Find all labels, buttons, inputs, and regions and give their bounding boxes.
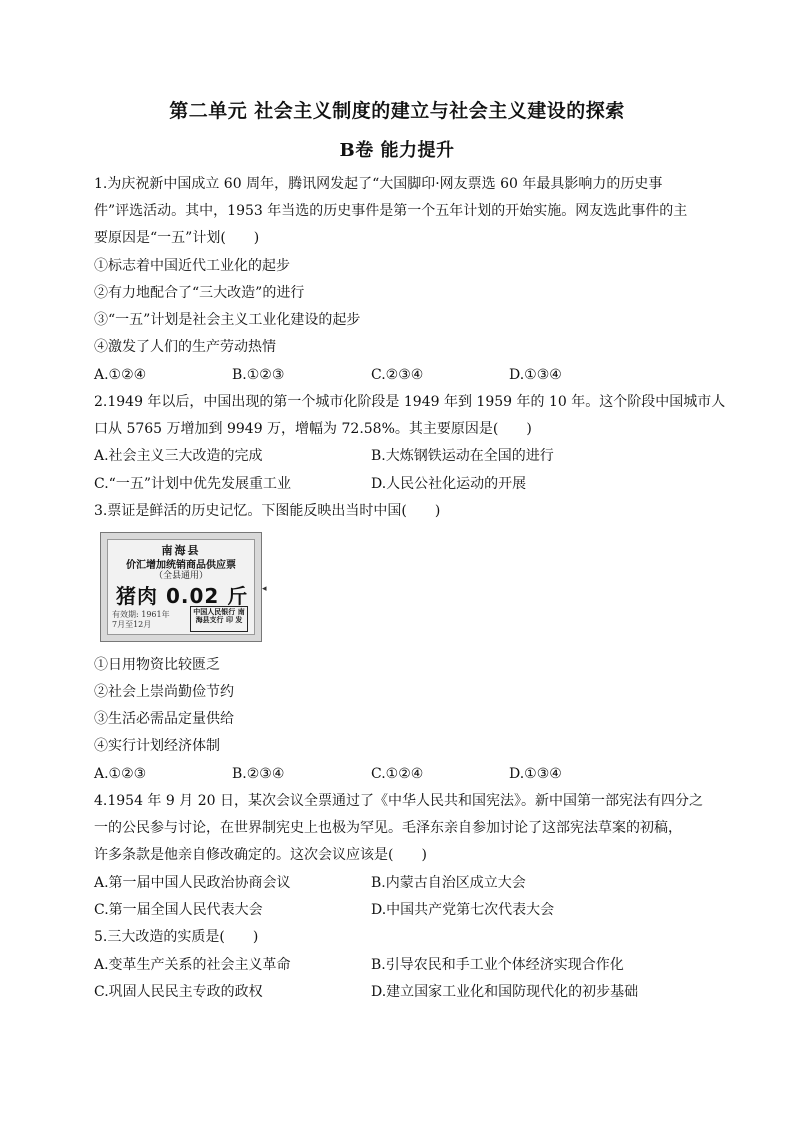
q5-stem-line: 5.三大改造的实质是( ) [94,929,259,945]
q2-stem-line: 2.1949 年以后，中国出现的第一个城市化阶段是 1949 年到 1959 年的 10 年。这个阶段中国城市人 [94,394,726,410]
ticket-stamp: 中国人民银行 南海县支行 印 发 [190,606,248,632]
q4-stem-line: 4.1954 年 9 月 20 日，某次会议全票通过了《中华人民共和国宪法》。新中国第一部宪法有四分之 [94,793,703,809]
q1-stem-line: 要原因是“一五”计划( ) [94,230,260,246]
q1-option-d: D.①③④ [509,367,562,383]
q3-statement: ④实行计划经济体制 [94,738,220,754]
q1-stem-line: 1.为庆祝新中国成立 60 周年，腾讯网发起了“大国脚印·网友票选 60 年最具影响力的历史事 [94,176,663,192]
ticket-heading: 价汇增加统销商品供应票 [126,560,236,571]
q4-option-b: B.内蒙古自治区成立大会 [371,875,526,891]
q1-statement: ④激发了人们的生产劳动热情 [94,339,276,355]
q3-statement: ②社会上崇尚勤俭节约 [94,684,234,700]
q5-option-a: A.变革生产关系的社会主义革命 [94,957,291,973]
q5-option-b: B.引导农民和手工业个体经济实现合作化 [371,957,624,973]
ration-ticket-image [100,532,262,642]
q1-statement: ②有力地配合了“三大改造”的进行 [94,285,305,301]
q1-option-a: A.①②④ [94,367,147,383]
q4-option-c: C.第一届全国人民代表大会 [94,902,263,918]
q2-option-c: C.“一五”计划中优先发展重工业 [94,476,291,492]
q3-statement: ③生活必需品定量供给 [94,711,234,727]
q2-option-b: B.大炼钢铁运动在全国的进行 [371,448,554,464]
q3-option-b: B.②③④ [232,766,285,782]
ticket-item: 猪肉 0.02 斤 [116,584,249,608]
unit-title: 第二单元 社会主义制度的建立与社会主义建设的探索 [169,100,625,122]
q5-option-d: D.建立国家工业化和国防现代化的初步基础 [371,984,639,1000]
q2-option-d: D.人民公社化运动的开展 [371,476,527,492]
ticket-edge-mark-icon: ◂ [262,584,267,594]
q2-stem-line: 口从 5765 万增加到 9949 万，增幅为 72.58%。其主要原因是( ) [94,421,532,437]
q5-option-c: C.巩固人民民主专政的政权 [94,984,263,1000]
q4-stem-line: 许多条款是他亲自修改确定的。这次会议应该是( ) [94,847,427,863]
q3-option-c: C.①②④ [371,766,424,782]
q3-statement: ①日用物资比较匮乏 [94,657,220,673]
ticket-county: 南海县 [161,544,201,557]
q2-option-a: A.社会主义三大改造的完成 [94,448,263,464]
section-title: B卷 能力提升 [339,140,455,161]
q3-option-a: A.①②③ [94,766,147,782]
q3-stem-line: 3.票证是鲜活的历史记忆。下图能反映出当时中国( ) [94,503,441,519]
q1-stem-line: 件”评选活动。其中，1953 年当选的历史事件是第一个五年计划的开始实施。网友选此事件的主 [94,203,688,219]
q4-option-d: D.中国共产党第七次代表大会 [371,902,555,918]
q1-option-b: B.①②③ [232,367,285,383]
q4-stem-line: 一的公民参与讨论，在世界制宪史上也极为罕见。毛泽东亲自参加讨论了这部宪法草案的初稿， [94,820,682,836]
q4-option-a: A.第一届中国人民政治协商会议 [94,875,291,891]
q1-option-c: C.②③④ [371,367,424,383]
ticket-scope: （全县通用） [153,571,208,581]
q1-statement: ③“一五”计划是社会主义工业化建设的起步 [94,312,361,328]
q1-statement: ①标志着中国近代工业化的起步 [94,258,290,274]
ticket-validity: 有效期: 1961年 7月至12月 [112,610,170,629]
q3-option-d: D.①③④ [509,766,562,782]
